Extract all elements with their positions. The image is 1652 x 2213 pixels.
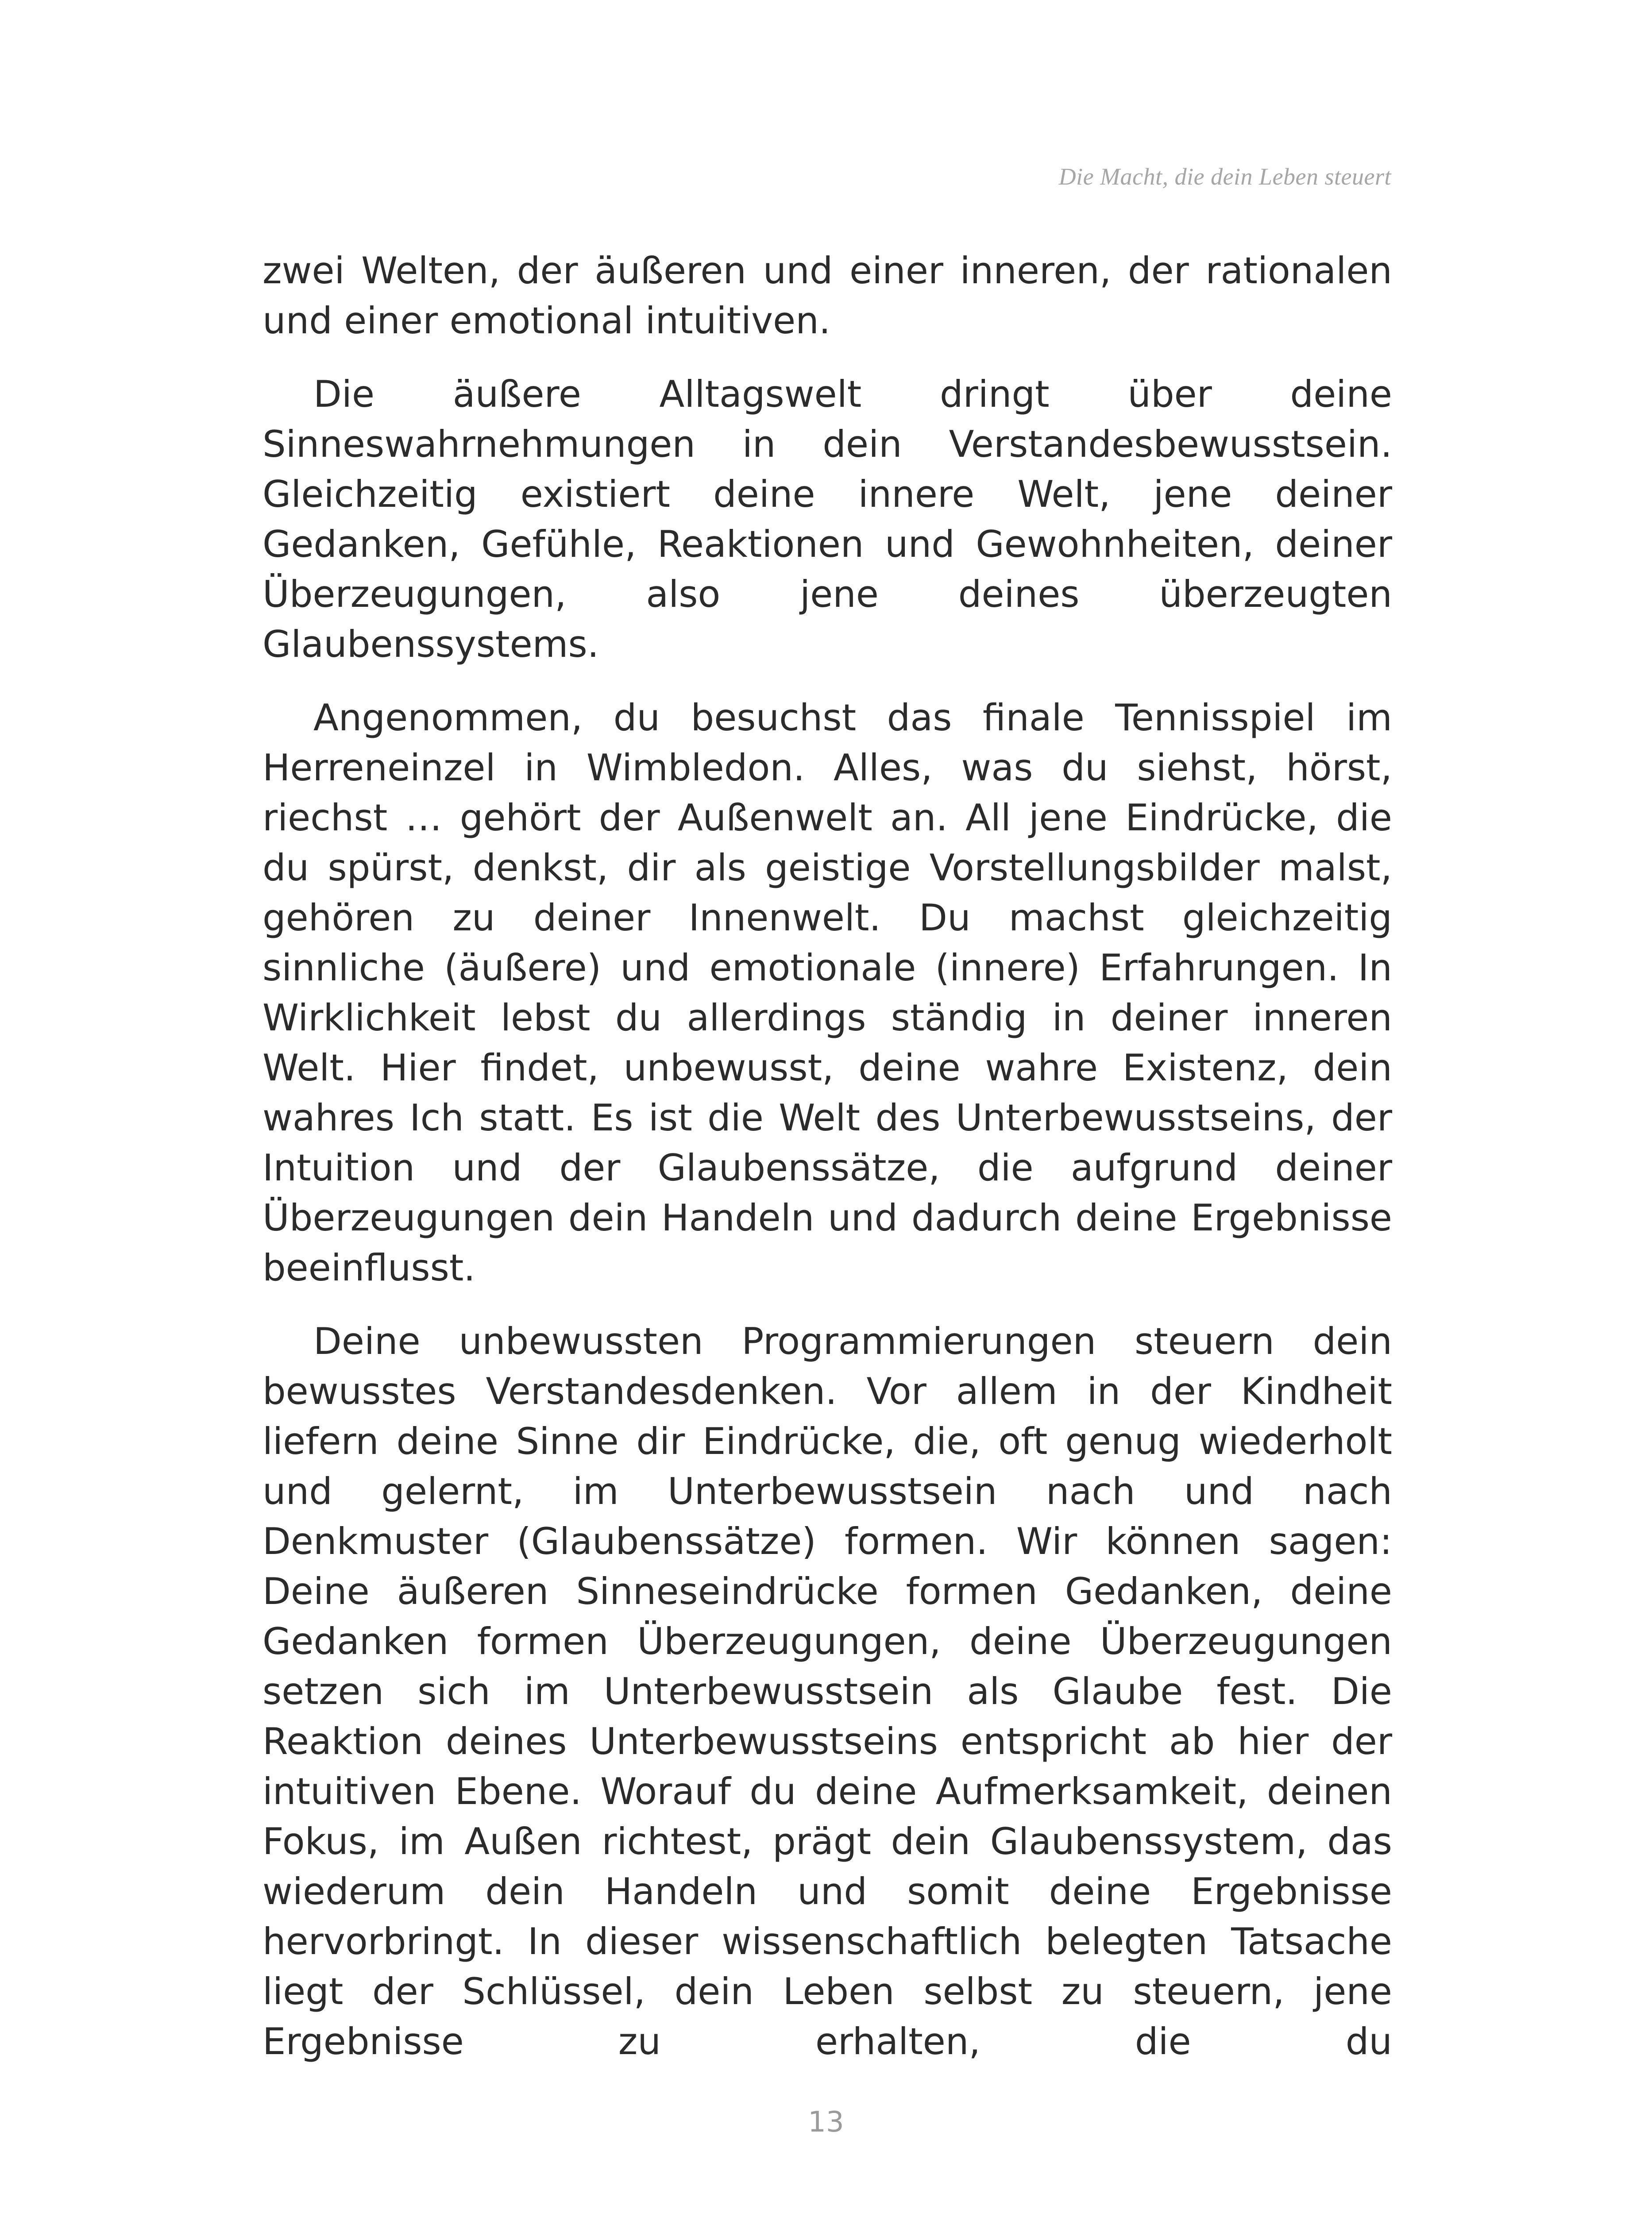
body-text xyxy=(262,246,1392,2090)
paragraph-1: zwei Welten, der äußeren und einer inneren, der rationalen und einer emotional intuitiven. xyxy=(262,249,1392,342)
running-head: Die Macht, die dein Leben steuert xyxy=(1058,163,1391,190)
page-number: 13 xyxy=(808,2106,844,2139)
paragraph-4: Deine unbewussten Programmierungen steuern dein bewusstes Verstandesdenken. Vor allem in der Kindheit liefern deine Sinne dir Eindrücke, die, oft genug wiederholt und gelernt, im Unterbewusstsein nach und nach Denkmuster (Glaubenssätze) formen. Wir können sagen: Deine äußeren Sinneseindrücke formen Gedanken, deine Gedanken formen Überzeugungen, deine Überzeugungen setzen sich im Unterbewusstsein als Glaube fest. Die Reaktion deines Unterbewusstseins entspricht ab hier der intuitiven Ebene. Worauf du deine Aufmerksamkeit, deinen Fokus, im Außen richtest, prägt dein Glaubenssystem, das wiederum dein Handeln und somit deine Ergebnisse hervorbringt. In dieser wissenschaftlich belegten Tatsache liegt der Schlüssel, dein Leben selbst zu steuern, jene Ergebnisse zu erhalten, die du xyxy=(262,1320,1392,2063)
paragraph-2: Die äußere Alltagswelt dringt über deine Sinneswahrnehmungen in dein Verstandesbewusstsein. Gleichzeitig existiert deine innere Welt, jene deiner Gedanken, Gefühle, Reaktionen und Gewohnheiten, deiner Überzeugungen, also jene deines überzeugten Glaubenssystems. xyxy=(262,373,1392,666)
paragraph-3: Angenommen, du besuchst das finale Tennisspiel im Herreneinzel in Wimbledon. Alles, was du siehst, hörst, riechst … gehört der Außenwelt an. All jene Eindrücke, die du spürst, denkst, dir als geistige Vorstellungsbilder malst, gehören zu deiner Innenwelt. Du machst gleichzeitig sinnliche (äußere) und emotionale (innere) Erfahrungen. In Wirklichkeit lebst du allerdings ständig in deiner inneren Welt. Hier findet, unbewusst, deine wahre Existenz, dein wahres Ich statt. Es ist die Welt des Unterbewusstseins, der Intuition und der Glaubenssätze, die aufgrund deiner Überzeugungen dein Handeln und dadurch deine Ergebnisse beeinflusst. xyxy=(262,696,1392,1289)
